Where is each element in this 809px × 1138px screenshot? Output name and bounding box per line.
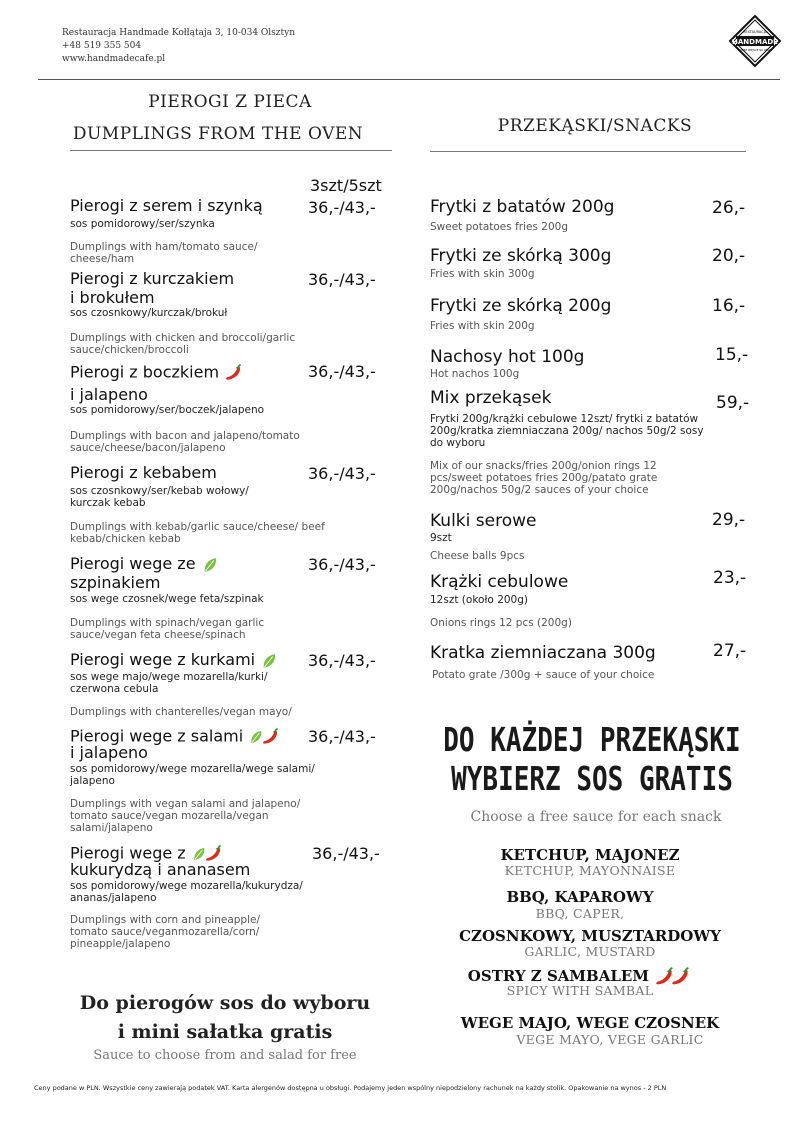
logo-top-text: RESTAURACJA xyxy=(742,30,768,34)
pierogi-item-name-line2: i jalapeno xyxy=(70,385,148,404)
header-divider xyxy=(38,79,780,80)
chili-icon xyxy=(261,727,281,747)
pierogi-item-name-line2: kukurydzą i ananasem xyxy=(70,860,251,879)
sauce-option-en: GARLIC, MUSTARD xyxy=(524,944,656,959)
pierogi-item-price: 36,-/43,- xyxy=(308,362,376,381)
restaurant-phone: +48 519 355 504 xyxy=(62,41,142,51)
pierogi-note-en: Sauce to choose from and salad for free xyxy=(93,1048,357,1063)
snack-item-name: Krążki cebulowe xyxy=(430,572,569,592)
pierogi-salad-note: i mini sałatka gratis xyxy=(117,1021,333,1043)
snack-item-en: Mix of our snacks/fries 200g/onion rings 12 pcs/sweet potatoes fries 200g/patato grate 200g/nachos 50g/2 sauces of your choice xyxy=(430,460,658,496)
pierogi-item-name xyxy=(70,651,278,670)
snack-item-price: 16,- xyxy=(712,296,746,316)
sauce-option: WEGE MAJO, WEGE CZOSNEK xyxy=(460,1014,720,1032)
snack-item-desc: 9szt xyxy=(430,532,452,544)
logo-bottom-text: DOBRE MIEJSCE NA OBIAD xyxy=(737,49,773,52)
pierogi-title-en: DUMPLINGS FROM THE OVEN xyxy=(72,124,364,144)
snack-item-name: Mix przekąsek xyxy=(430,388,552,408)
snack-item-name: Nachosy hot 100g xyxy=(430,347,585,367)
pierogi-item-desc: sos wege czosnek/wege feta/szpinak xyxy=(70,593,264,605)
pierogi-item-en: Dumplings with corn and pineapple/ tomato sauce/veganmozarella/corn/ pineapple/jalapeno xyxy=(70,914,260,950)
snacks-divider xyxy=(430,151,746,152)
pierogi-item-desc: sos pomidorowy/ser/szynka xyxy=(70,218,215,230)
pierogi-divider xyxy=(70,150,392,151)
pierogi-item-en: Dumplings with kebab/garlic sauce/cheese/ beef kebab/chicken kebab xyxy=(70,521,325,545)
sauce-option: CZOSNKOWY, MUSZTARDOWY xyxy=(459,927,721,945)
pierogi-item-price: 36,-/43,- xyxy=(308,651,376,670)
pierogi-item-name: Pierogi z serem i szynką xyxy=(70,196,263,215)
snack-item-price: 20,- xyxy=(712,246,746,266)
snack-item-price: 23,- xyxy=(713,568,747,588)
sauce-option-en: SPICY WITH SAMBAL xyxy=(506,983,654,998)
pierogi-item-name-text: Pierogi wege ze xyxy=(70,554,196,573)
portion-header: 3szt/5szt xyxy=(310,176,382,195)
snack-item-price: 27,- xyxy=(713,641,747,661)
snack-item-en: Cheese balls 9pcs xyxy=(430,550,525,562)
snack-item-en: Sweet potatoes fries 200g xyxy=(430,221,568,233)
snack-item-en: Fries with skin 200g xyxy=(430,320,535,332)
handmade-logo xyxy=(728,14,782,68)
pierogi-item-en: Dumplings with spinach/vegan garlic sauce/vegan feta cheese/spinach xyxy=(70,617,265,641)
pierogi-item-name xyxy=(70,555,219,574)
snack-item-name: Frytki z batatów 200g xyxy=(430,197,615,217)
footer-note: Ceny podane w PLN. Wszystkie ceny zawierają podatek VAT. Karta alergenów dostępna u obsługi. Podajemy jeden wspólny niepodzielony rachunek na każdy stolik. Opakowanie na wynos - 2 PLN xyxy=(34,1084,667,1092)
pierogi-item-desc: sos czosnkowy/ser/kebab wołowy/ kurczak kebab xyxy=(70,485,249,509)
pierogi-item-desc: sos czosnkowy/kurczak/brokuł xyxy=(70,307,228,319)
snack-item-name: Frytki ze skórką 300g xyxy=(430,246,612,266)
pierogi-item-desc: sos pomidorowy/ser/boczek/jalapeno xyxy=(70,404,265,416)
free-sauce-headline-2: WYBIERZ SOS GRATIS xyxy=(451,761,733,799)
snack-item-price: 59,- xyxy=(716,393,750,413)
pierogi-item-name-text: Pierogi wege z salami xyxy=(70,726,244,746)
snack-item-price: 26,- xyxy=(712,198,746,218)
chili-icon xyxy=(224,363,244,383)
pierogi-item-price: 36,-/43,- xyxy=(308,270,376,289)
pierogi-item-name: Pierogi z kebabem xyxy=(70,463,217,482)
sauce-option: KETCHUP, MAJONEZ xyxy=(500,846,680,864)
snack-item-name: Kulki serowe xyxy=(430,511,537,531)
snacks-title: PRZEKĄSKI/SNACKS xyxy=(497,116,693,136)
pierogi-item-price: 36,-/43,- xyxy=(308,464,376,483)
pierogi-sauce-note: Do pierogów sos do wyboru xyxy=(79,992,371,1014)
pierogi-item-name-text: Pierogi z boczkiem xyxy=(70,362,220,382)
pierogi-item-en: Dumplings with chanterelles/vegan mayo/ xyxy=(70,706,292,718)
sauce-option-en: VEGE MAYO, VEGE GARLIC xyxy=(516,1032,704,1047)
free-sauce-headline-en: Choose a free sauce for each snack xyxy=(470,809,722,825)
pierogi-item-price: 36,-/43,- xyxy=(308,198,376,217)
leaf-icon xyxy=(201,556,219,574)
pierogi-item-desc: sos pomidorowy/wege mozarella/wege salami/ jalapeno xyxy=(70,763,315,787)
logo-text: HANDMADE xyxy=(732,38,778,46)
restaurant-website[interactable]: www.handmadecafe.pl xyxy=(62,54,166,64)
snack-item-name: Frytki ze skórką 200g xyxy=(430,296,612,316)
snack-item-price: 15,- xyxy=(715,345,749,365)
snack-item-en: Onions rings 12 pcs (200g) xyxy=(430,617,572,629)
pierogi-item-price: 36,-/43,- xyxy=(308,727,376,746)
snack-item-en: Hot nachos 100g xyxy=(430,368,520,380)
sauce-option: BBQ, KAPAROWY xyxy=(506,888,654,906)
free-sauce-headline-1: DO KAŻDEJ PRZEKĄSKI xyxy=(443,722,741,760)
pierogi-item-name-line2: i jalapeno xyxy=(70,743,148,762)
pierogi-item-name-text: Pierogi wege z kurkami xyxy=(70,650,256,669)
sauce-option-en: BBQ, CAPER, xyxy=(535,906,625,921)
pierogi-item-name xyxy=(70,363,244,383)
pierogi-item-name-line2: szpinakiem xyxy=(70,573,161,592)
pierogi-item-en: Dumplings with ham/tomato sauce/ cheese/ham xyxy=(70,241,258,265)
leaf-icon xyxy=(260,652,278,670)
snack-item-price: 29,- xyxy=(712,510,746,530)
sauce-option-text: OSTRY Z SAMBALEM xyxy=(467,967,649,985)
pierogi-item-price: 36,-/43,- xyxy=(308,555,376,574)
snack-item-en: Potato grate /300g + sauce of your choice xyxy=(432,669,655,681)
pierogi-item-desc: sos wege majo/wege mozarella/kurki/ czerwona cebula xyxy=(70,671,268,695)
snack-item-name: Kratka ziemniaczana 300g xyxy=(430,643,656,663)
pierogi-item-name-line2: i brokułem xyxy=(70,288,155,307)
pierogi-item-en: Dumplings with chicken and broccoli/garlic sauce/chicken/broccoli xyxy=(70,332,296,356)
restaurant-address: Restauracja Handmade Kołłątaja 3, 10-034 Olsztyn xyxy=(62,28,296,38)
pierogi-item-en: Dumplings with vegan salami and jalapeno/ tomato sauce/vegan mozarella/vegan salami/jalapeno xyxy=(70,798,301,834)
pierogi-title: PIEROGI Z PIECA xyxy=(148,92,312,112)
pierogi-item-price: 36,-/43,- xyxy=(312,844,380,863)
snack-item-en: Fries with skin 300g xyxy=(430,268,535,280)
pierogi-item-desc: sos pomidorowy/wege mozarella/kukurydza/ ananas/jalapeno xyxy=(70,880,303,904)
snack-item-desc: 12szt (około 200g) xyxy=(430,594,528,606)
pierogi-item-name: Pierogi z kurczakiem xyxy=(70,269,235,288)
pierogi-item-en: Dumplings with bacon and jalapeno/tomato sauce/cheese/bacon/jalapeno xyxy=(70,430,300,454)
pierogi-item-name-text: Pierogi wege z xyxy=(70,843,186,863)
sauce-option-en: KETCHUP, MAYONNAISE xyxy=(504,863,676,878)
snack-item-desc: Frytki 200g/krążki cebulowe 12szt/ frytki z batatów 200g/kratka ziemniaczana 200g/ nachos 50g/2 sosy do wyboru xyxy=(430,413,704,449)
